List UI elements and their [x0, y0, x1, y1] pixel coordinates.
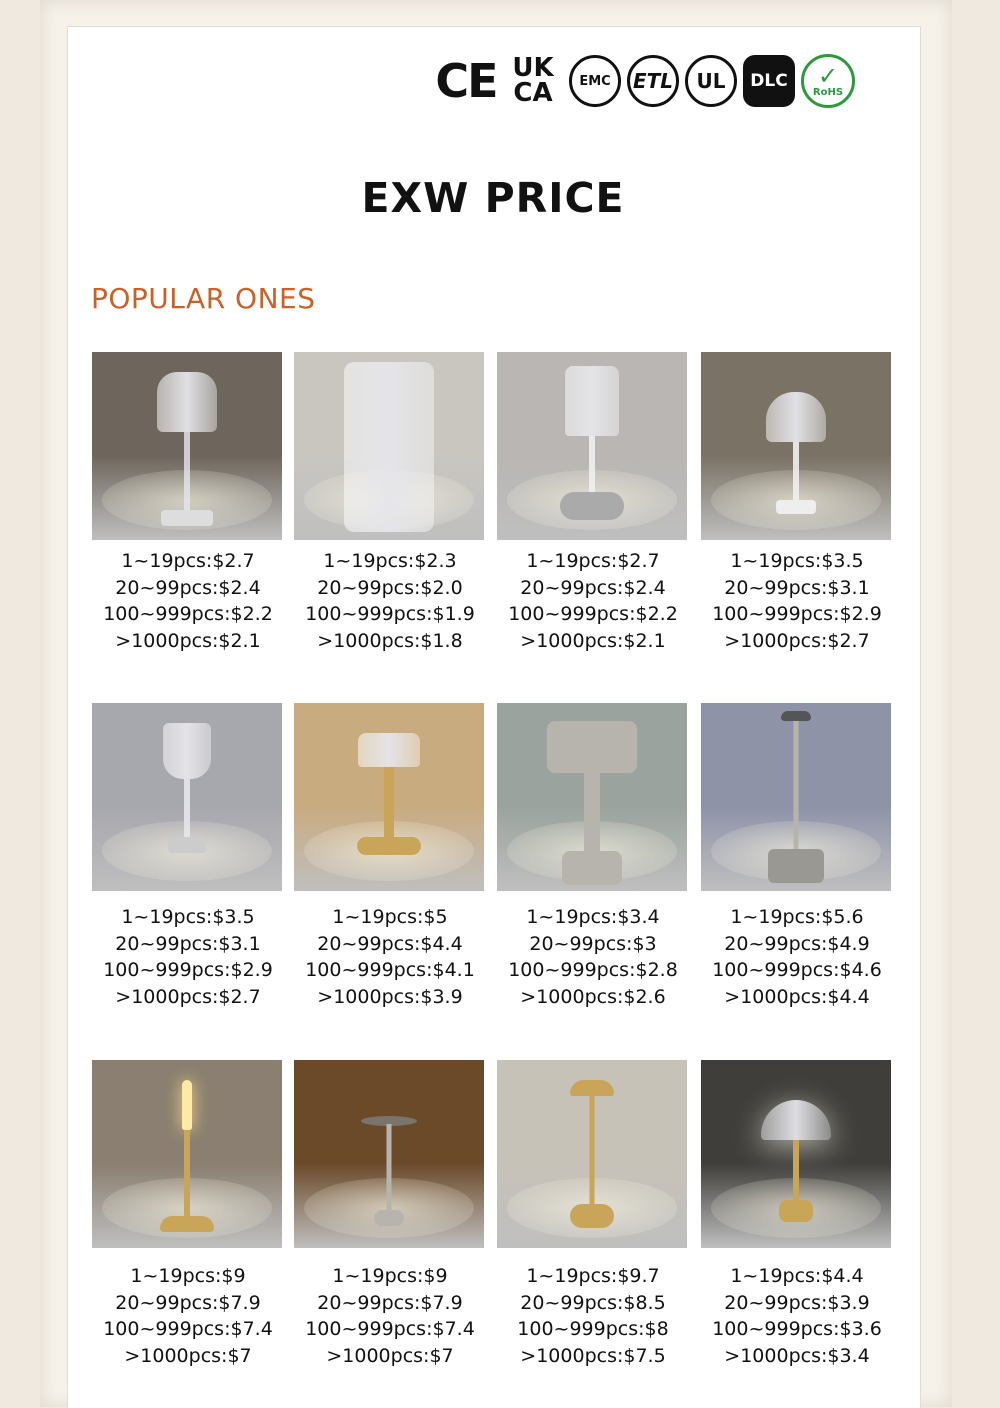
price-tier-line: 20~99pcs:$3: [529, 932, 657, 955]
product-photo[interactable]: [294, 352, 484, 540]
dlc-mark-icon: DLC: [743, 55, 795, 107]
price-tier-line: >1000pcs:$2.7: [115, 985, 261, 1008]
rohs-mark-icon: [801, 54, 855, 108]
price-tier-line: 20~99pcs:$7.9: [317, 1291, 463, 1314]
price-tiers: [491, 548, 695, 654]
price-tier-line: 20~99pcs:$2.4: [520, 576, 666, 599]
price-tiers: [86, 548, 290, 654]
product-card: [695, 352, 899, 652]
product-card: [288, 1060, 492, 1367]
price-tiers: [695, 904, 899, 1010]
lamp-shade: [766, 392, 826, 442]
ukca-bottom-text: CA: [513, 78, 553, 108]
price-tier-line: 20~99pcs:$4.9: [724, 932, 870, 955]
lamp-stem: [793, 1140, 799, 1204]
product-card: [491, 352, 695, 652]
price-tier-line: 100~999pcs:$1.9: [305, 603, 475, 625]
price-tier-line: 1~19pcs:$5.6: [730, 906, 864, 928]
lamp-shade: [547, 721, 637, 773]
price-tier-line: >1000pcs:$2.1: [520, 629, 666, 652]
price-tier-line: >1000pcs:$7.5: [520, 1344, 666, 1367]
lamp-shade: [358, 733, 420, 767]
product-photo[interactable]: [92, 1060, 282, 1248]
price-tier-line: 1~19pcs:$9: [332, 1265, 448, 1287]
price-tier-line: >1000pcs:$7: [326, 1344, 454, 1367]
price-tier-line: >1000pcs:$3.4: [724, 1344, 870, 1367]
price-tier-line: >1000pcs:$3.9: [317, 985, 463, 1008]
lamp-stem: [184, 432, 190, 512]
lamp-shade: [182, 1080, 192, 1130]
lamp-stem: [590, 1096, 595, 1206]
ul-mark-icon: UL: [685, 55, 737, 107]
price-tier-line: >1000pcs:$2.6: [520, 985, 666, 1008]
lamp-stem: [589, 436, 595, 496]
rohs-text: RoHS: [812, 86, 844, 98]
product-photo[interactable]: [497, 1060, 687, 1248]
ce-mark-icon: CE: [435, 54, 497, 108]
price-tier-line: 100~999pcs:$2.9: [103, 959, 273, 981]
lamp-shade: [781, 711, 811, 721]
price-tier-line: 1~19pcs:$3.5: [121, 906, 255, 928]
price-tier-line: 20~99pcs:$3.9: [724, 1291, 870, 1314]
price-tier-line: 100~999pcs:$2.9: [712, 603, 882, 625]
product-card: [695, 703, 899, 1008]
product-photo[interactable]: [294, 1060, 484, 1248]
product-card: [86, 703, 290, 1008]
lamp-shade: [163, 723, 211, 779]
product-card: [86, 352, 290, 652]
product-photo[interactable]: [92, 352, 282, 540]
product-photo[interactable]: [92, 703, 282, 891]
product-card: [695, 1060, 899, 1367]
price-tier-line: 20~99pcs:$2.0: [317, 576, 463, 599]
product-card: [288, 352, 492, 652]
product-card: [491, 703, 695, 1008]
price-tier-line: 100~999pcs:$4.1: [305, 959, 475, 981]
price-tier-line: 1~19pcs:$5: [332, 906, 448, 928]
price-tier-line: 100~999pcs:$3.6: [712, 1318, 882, 1340]
section-heading: POPULAR ONES: [91, 282, 316, 315]
product-card: [288, 703, 492, 1008]
page-title: EXW PRICE: [361, 174, 625, 222]
price-tier-line: 20~99pcs:$3.1: [115, 932, 261, 955]
lamp-stem: [184, 779, 190, 839]
product-photo[interactable]: [701, 703, 891, 891]
certification-logos: [435, 50, 897, 112]
price-tiers: [86, 904, 290, 1010]
lamp-shade: [570, 1080, 614, 1096]
price-tiers: [288, 904, 492, 1010]
lamp-stem: [584, 773, 600, 853]
price-tier-line: 100~999pcs:$2.8: [508, 959, 678, 981]
price-tier-line: >1000pcs:$1.8: [317, 629, 463, 652]
price-tier-line: 100~999pcs:$8: [517, 1318, 669, 1340]
price-tier-line: >1000pcs:$4.4: [724, 985, 870, 1008]
lamp-stem: [793, 442, 799, 502]
lamp-base: [168, 837, 206, 853]
price-tier-line: 100~999pcs:$7.4: [103, 1318, 273, 1340]
product-photo[interactable]: [701, 352, 891, 540]
price-tier-line: 1~19pcs:$2.3: [323, 550, 457, 572]
ukca-top-text: UK: [512, 53, 554, 83]
price-tier-line: 20~99pcs:$3.1: [724, 576, 870, 599]
emc-mark-icon: EMC: [569, 55, 621, 107]
lamp-stem: [387, 1124, 392, 1214]
lamp-base: [562, 851, 622, 885]
lamp-base: [560, 492, 624, 520]
lamp-base: [768, 849, 824, 883]
price-tier-line: 20~99pcs:$2.4: [115, 576, 261, 599]
price-tiers: [695, 1263, 899, 1369]
etl-mark-icon: ETL: [627, 55, 679, 107]
lamp-base: [570, 1204, 614, 1228]
price-tiers: [695, 548, 899, 654]
lamp-shade: [761, 1100, 831, 1140]
price-tier-line: >1000pcs:$2.1: [115, 629, 261, 652]
price-tier-line: 1~19pcs:$2.7: [526, 550, 660, 572]
lamp-base: [161, 510, 213, 526]
product-card: [86, 1060, 290, 1367]
price-tiers: [491, 1263, 695, 1369]
price-tier-line: 1~19pcs:$4.4: [730, 1265, 864, 1287]
lamp-base: [357, 837, 421, 855]
lamp-stem: [384, 767, 394, 841]
product-photo[interactable]: [497, 703, 687, 891]
ukca-mark-icon: [503, 53, 563, 109]
price-tiers: [491, 904, 695, 1010]
price-tier-line: 1~19pcs:$9.7: [526, 1265, 660, 1287]
lamp-shade: [344, 362, 434, 532]
product-photo[interactable]: [497, 352, 687, 540]
lamp-base: [779, 1200, 813, 1222]
price-tier-line: 1~19pcs:$3.4: [526, 906, 660, 928]
lamp-stem: [184, 1130, 190, 1220]
price-tier-line: 1~19pcs:$2.7: [121, 550, 255, 572]
price-tier-line: 100~999pcs:$7.4: [305, 1318, 475, 1340]
lamp-stem: [794, 721, 799, 851]
product-photo[interactable]: [701, 1060, 891, 1248]
price-tier-line: 100~999pcs:$4.6: [712, 959, 882, 981]
lamp-base: [374, 1210, 404, 1226]
product-card: [491, 1060, 695, 1367]
price-tier-line: >1000pcs:$2.7: [724, 629, 870, 652]
price-tier-line: 20~99pcs:$7.9: [115, 1291, 261, 1314]
price-tier-line: >1000pcs:$7: [124, 1344, 252, 1367]
lamp-shade: [157, 372, 217, 432]
check-icon: ✓: [817, 61, 839, 90]
price-tier-line: 20~99pcs:$4.4: [317, 932, 463, 955]
price-tiers: [288, 548, 492, 654]
price-tiers: [288, 1263, 492, 1369]
price-tier-line: 100~999pcs:$2.2: [103, 603, 273, 625]
price-tier-line: 100~999pcs:$2.2: [508, 603, 678, 625]
price-tier-line: 20~99pcs:$8.5: [520, 1291, 666, 1314]
price-tiers: [86, 1263, 290, 1369]
lamp-shade: [565, 366, 619, 436]
lamp-base: [776, 500, 816, 514]
price-tier-line: 1~19pcs:$9: [130, 1265, 246, 1287]
lamp-base: [160, 1216, 214, 1232]
product-photo[interactable]: [294, 703, 484, 891]
price-tier-line: 1~19pcs:$3.5: [730, 550, 864, 572]
